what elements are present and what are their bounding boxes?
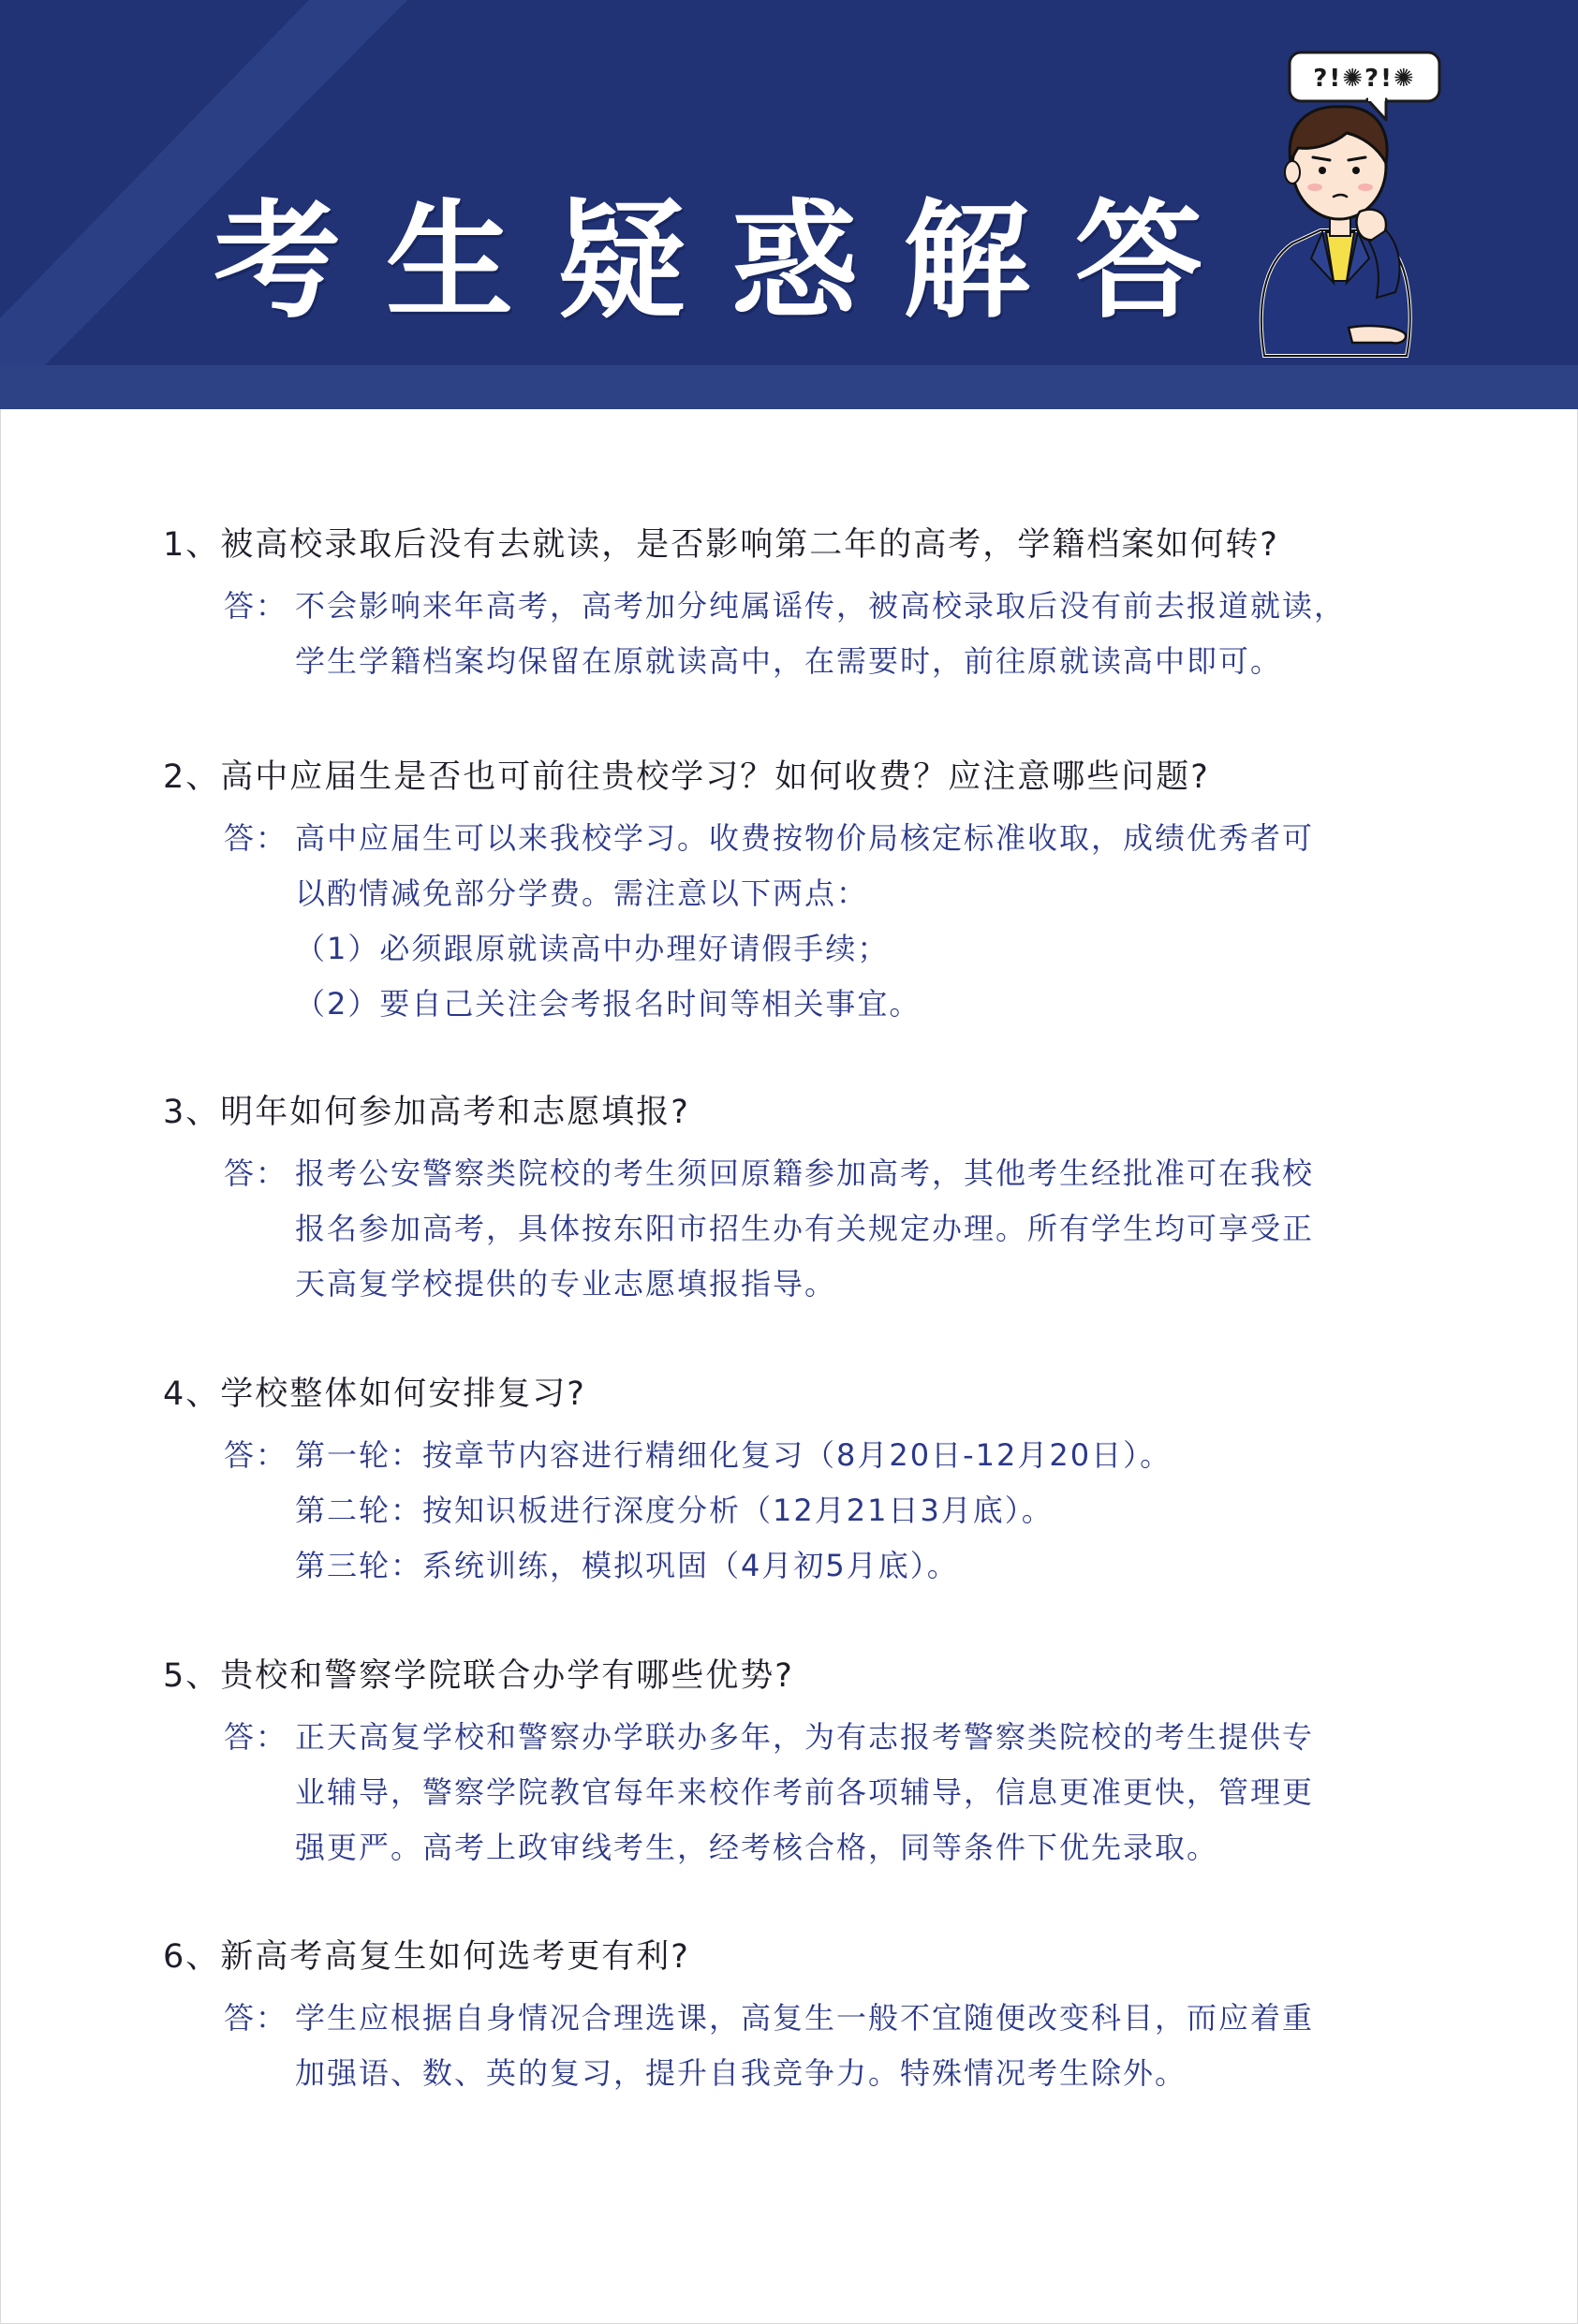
- answer-5: [224, 1710, 1418, 1875]
- answer-label: 答：: [224, 588, 288, 624]
- question-5: 5、贵校和警察学院联合办学有哪些优势?: [163, 1657, 794, 1695]
- answer-line: 高中应届生可以来我校学习。收费按物价局核定标准收取，成绩优秀者可: [295, 820, 1315, 856]
- qa-item-3: [163, 1092, 1418, 1312]
- answer-label: 答：: [224, 1437, 288, 1473]
- answer-label: 答：: [224, 820, 288, 856]
- qa-item-2: [163, 757, 1418, 1032]
- answer-line: 学生学籍档案均保留在原就读高中，在需要时，前往原就读高中即可。: [295, 643, 1283, 679]
- header-bottom-band: [0, 365, 1578, 409]
- qa-item-4: [163, 1374, 1418, 1594]
- answer-line: 不会影响来年高考，高考加分纯属谣传，被高校录取后没有前去报道就读，: [295, 588, 1347, 624]
- page-title: 考生疑惑解答: [214, 188, 1247, 336]
- answer-line: 报名参加高考，具体按东阳市招生办有关规定办理。所有学生均可享受正: [295, 1211, 1315, 1246]
- answer-line: 第三轮：系统训练，模拟巩固（4月初5月底）。: [295, 1548, 959, 1583]
- speech-bubble-text: ?!✺?!✺: [1313, 65, 1416, 93]
- question-2: 2、高中应届生是否也可前往贵校学习？如何收费？应注意哪些问题?: [163, 758, 1210, 796]
- question-3: 3、明年如何参加高考和志愿填报?: [163, 1094, 690, 1131]
- qa-item-6: [163, 1936, 1418, 2101]
- thinking-student-illustration: [1236, 47, 1452, 365]
- answer-6: [224, 1991, 1418, 2101]
- answer-line: 加强语、数、英的复习，提升自我竞争力。特殊情况考生除外。: [295, 2055, 1187, 2091]
- answer-line: 天高复学校提供的专业志愿填报指导。: [295, 1266, 837, 1302]
- question-6: 6、新高考高复生如何选考更有利?: [163, 1938, 690, 1976]
- answer-line: 业辅导，警察学院教官每年来校作考前各项辅导，信息更准更快，管理更: [295, 1774, 1315, 1810]
- answer-label: 答：: [224, 1719, 288, 1755]
- answer-line: 以酌情减免部分学费。需注意以下两点：: [295, 875, 869, 911]
- answer-2: [224, 811, 1418, 1032]
- answer-line: 正天高复学校和警察办学联办多年，为有志报考警察类院校的考生提供专: [295, 1719, 1315, 1755]
- qa-item-5: [163, 1655, 1418, 1875]
- answer-line: 报考公安警察类院校的考生须回原籍参加高考，其他考生经批准可在我校: [295, 1155, 1315, 1191]
- answer-3: [224, 1146, 1418, 1312]
- student-figure: [1261, 107, 1410, 356]
- header-banner: [0, 0, 1578, 409]
- question-4: 4、学校整体如何安排复习?: [163, 1375, 586, 1413]
- answer-line: （1）必须跟原就读高中办理好请假手续；: [295, 931, 890, 966]
- answer-line: 学生应根据自身情况合理选课，高复生一般不宜随便改变科目，而应着重: [295, 2000, 1315, 2036]
- qa-item-1: [163, 524, 1418, 689]
- answer-label: 答：: [224, 1155, 288, 1191]
- answer-line: 第一轮：按章节内容进行精细化复习（8月20日-12月20日）。: [295, 1437, 1172, 1473]
- answer-line: 强更严。高考上政审线考生，经考核合格，同等条件下优先录取。: [295, 1830, 1219, 1865]
- answer-1: [224, 579, 1418, 689]
- answer-label: 答：: [224, 2000, 288, 2036]
- answer-line: 第二轮：按知识板进行深度分析（12月21日3月底）。: [295, 1493, 1054, 1528]
- question-1: 1、被高校录取后没有去就读，是否影响第二年的高考，学籍档案如何转?: [163, 526, 1279, 564]
- answer-line: （2）要自己关注会考报名时间等相关事宜。: [295, 986, 922, 1022]
- answer-4: [224, 1428, 1418, 1594]
